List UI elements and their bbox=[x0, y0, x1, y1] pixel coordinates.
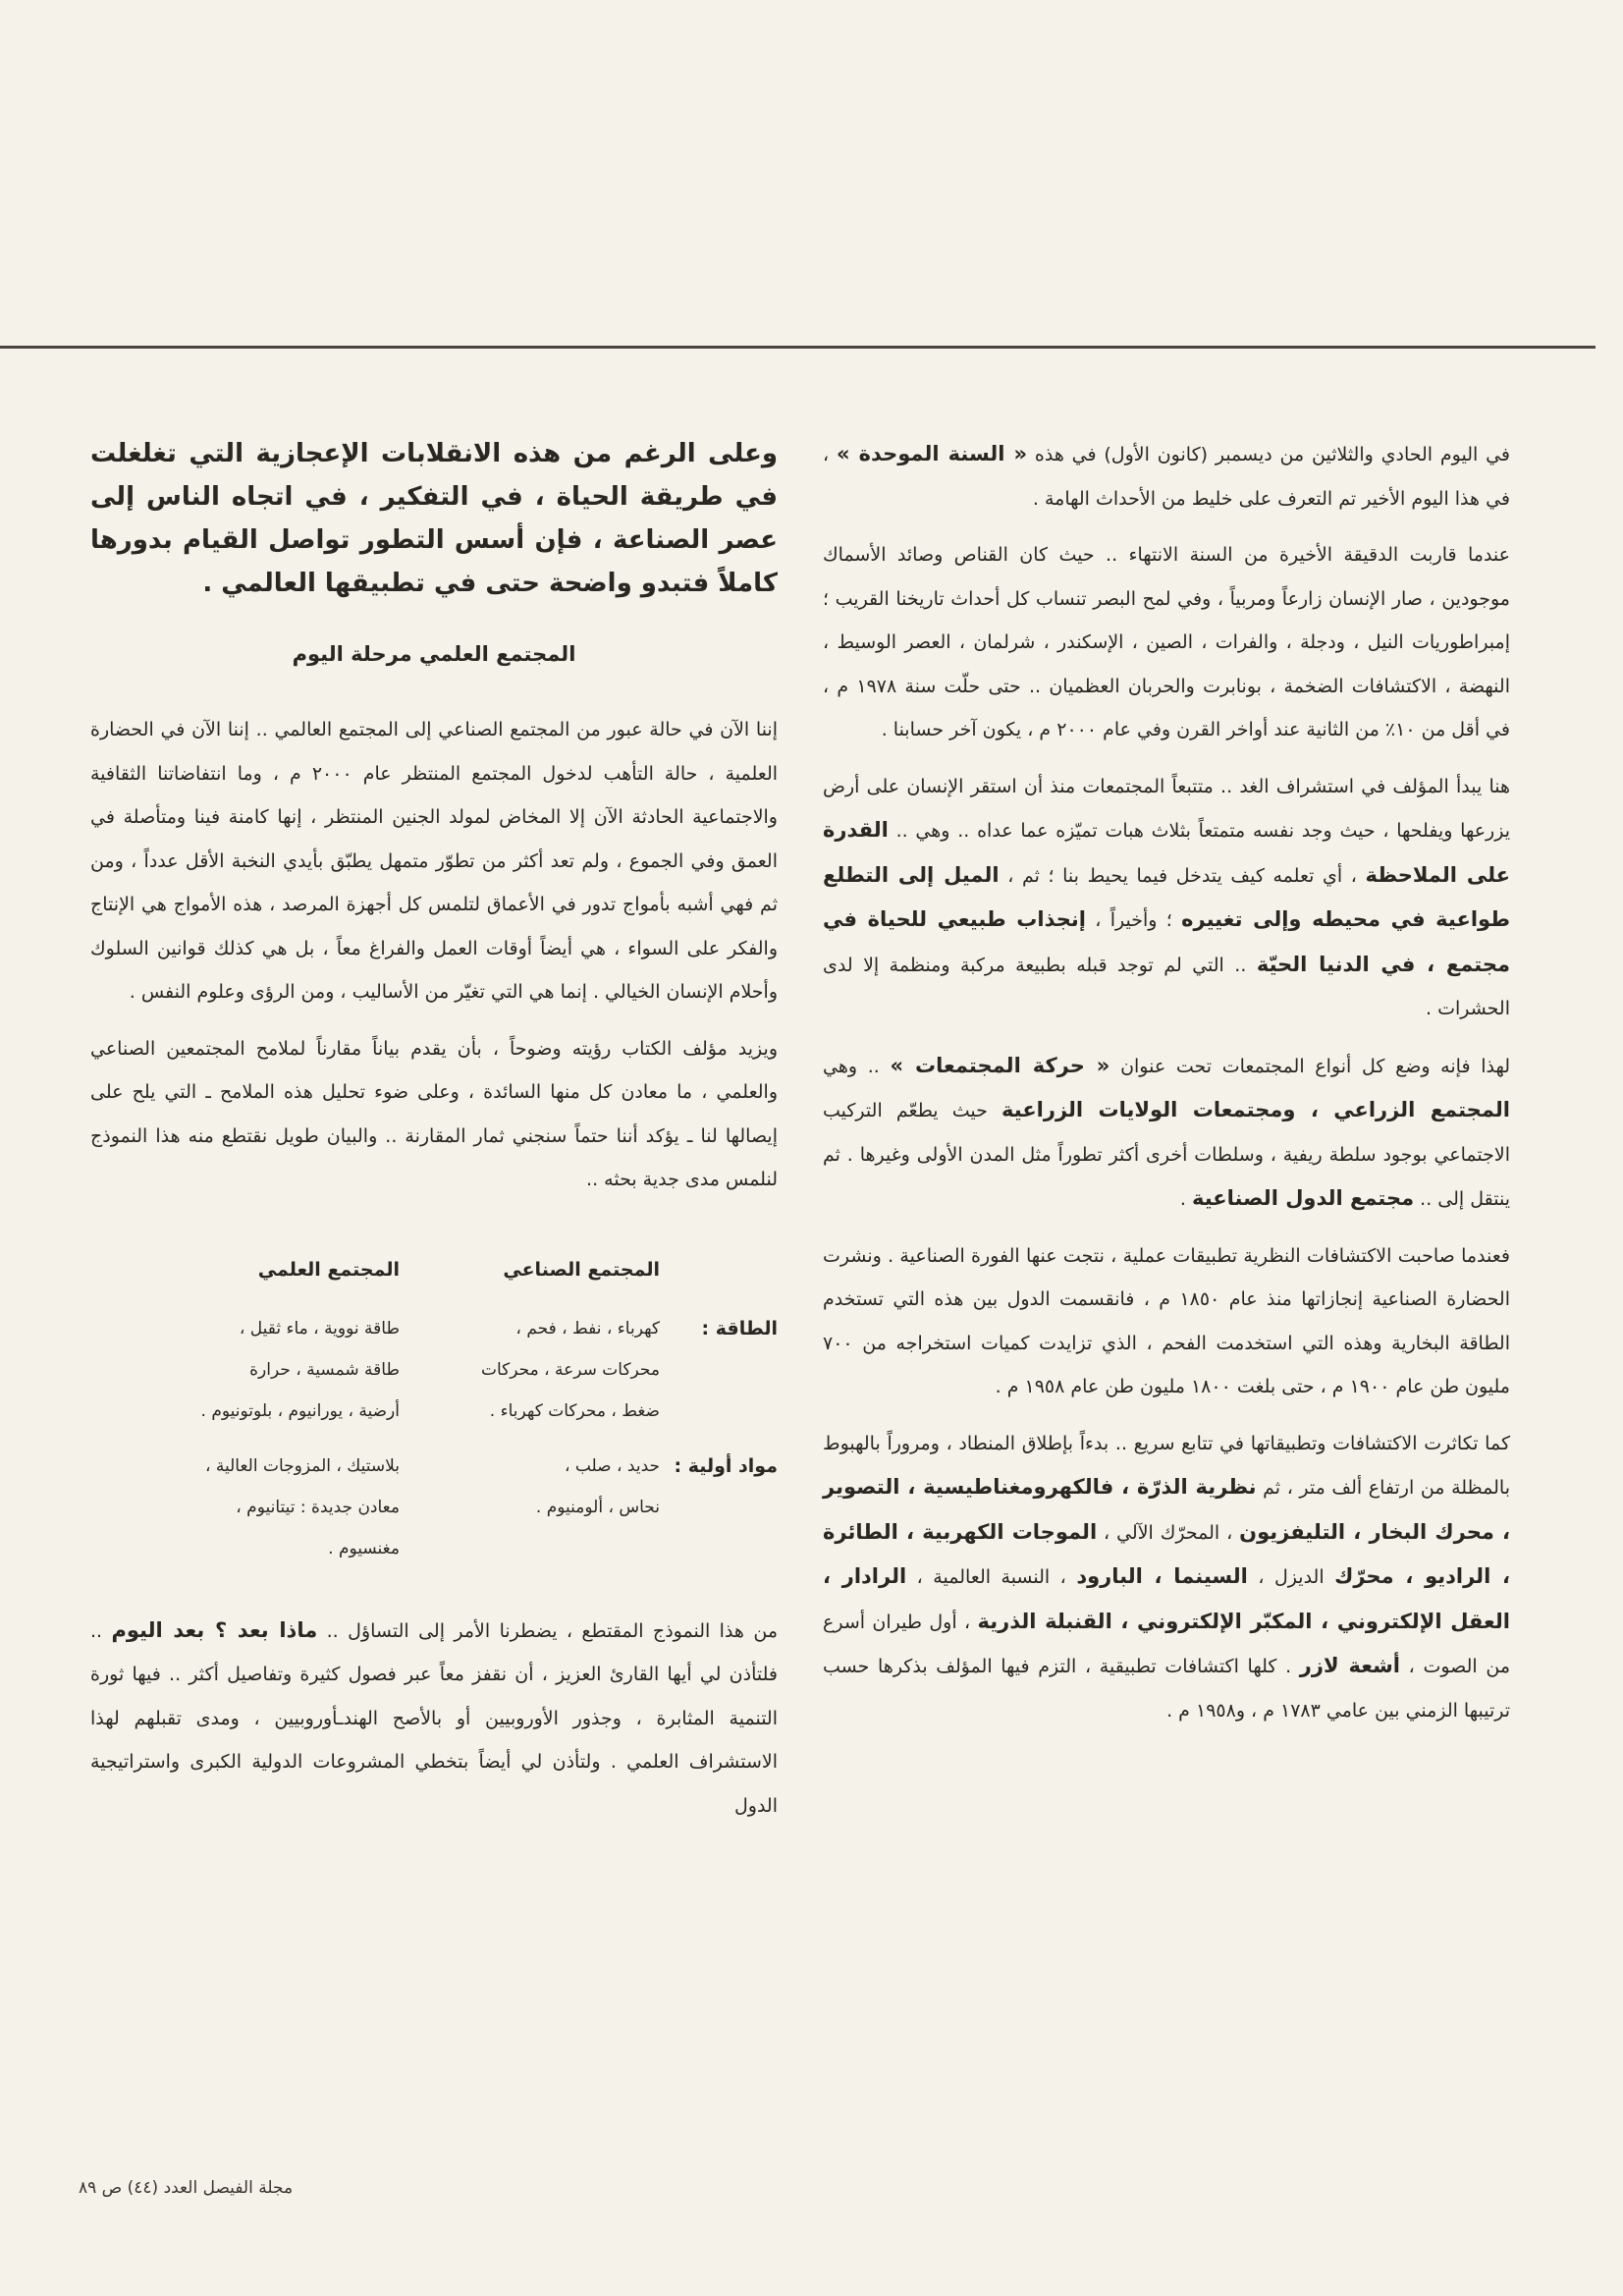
cell-line: ضغط ، محركات كهرباء . bbox=[489, 1400, 660, 1421]
industrial-cell bbox=[400, 1446, 660, 1569]
text-run: ؛ وأخيراً ، bbox=[1085, 909, 1182, 931]
header-scientific: المجتمع العلمي bbox=[257, 1258, 400, 1281]
header-rule bbox=[0, 346, 1596, 349]
cell-line: مغنسيوم . bbox=[328, 1538, 400, 1558]
bold-run: أشعة لازر bbox=[1299, 1654, 1400, 1677]
header-industrial: المجتمع الصناعي bbox=[503, 1258, 660, 1281]
bold-run: إنجذاب طبيعي للحياة في مجتمع ، في الدنيا الحيّة bbox=[823, 907, 1511, 976]
text-run: ، النسبة العالمية ، bbox=[906, 1566, 1077, 1588]
body-paragraph-2 bbox=[823, 533, 1510, 752]
bold-run: « حركة المجتمعات » bbox=[890, 1053, 1110, 1077]
text-run: الديزل ، bbox=[1247, 1566, 1335, 1588]
text-run: في اليوم الحادي والثلاثين من ديسمبر (كانون الأول) في هذه bbox=[1027, 444, 1510, 465]
body-paragraph-6 bbox=[823, 1422, 1510, 1733]
right-column bbox=[823, 432, 1510, 1745]
cell-line: أرضية ، يورانيوم ، بلوتونيوم . bbox=[200, 1400, 400, 1421]
bold-run: الموجات الكهربية ، الطائرة ، الراديو ، محرّك bbox=[823, 1519, 1511, 1588]
comparison-header-spacer bbox=[660, 1249, 778, 1290]
left-column bbox=[90, 432, 778, 1840]
text-run: .. وهي bbox=[823, 1055, 891, 1077]
cell-line: كهرباء ، نفط ، فحم ، bbox=[515, 1318, 660, 1339]
text-run: ، في هذا اليوم الأخير تم التعرف على خليط من الأحداث الهامة . bbox=[823, 444, 1510, 510]
bold-run: « السنة الموحدة » bbox=[836, 442, 1028, 465]
body-paragraph-5 bbox=[823, 1234, 1510, 1409]
body-paragraph-3 bbox=[823, 765, 1510, 1031]
row-label: مواد أولية : bbox=[674, 1454, 778, 1477]
comparison-header bbox=[90, 1249, 778, 1290]
text-run: من هذا النموذج المقتطع ، يضطرنا الأمر إلى التساؤل .. bbox=[317, 1619, 778, 1642]
body-paragraph-1 bbox=[823, 432, 1510, 520]
row-label: الطاقة : bbox=[701, 1317, 778, 1339]
comparison-row bbox=[90, 1308, 778, 1432]
cell-line: حديد ، صلب ، bbox=[564, 1455, 660, 1476]
text-run: . كلها اكتشافات تطبيقية ، التزم فيها المؤلف بذكرها حسب ترتيبها الزمني بين عامي ١٧٨٣ م ، و١٩٥٨ م . bbox=[823, 1656, 1510, 1722]
text-run: ، أي تعلمه كيف يتدخل فيما يحيط بنا ؛ ثم ، bbox=[999, 864, 1366, 887]
body-paragraph: ويزيد مؤلف الكتاب رؤيته وضوحاً ، بأن يقدم بياناً مقارناً لملامح المجتمعين الصناعي والعلمي ، ما معادن كل منها السائدة ، وعلى ضوء تحليل هذه الملامح ـ التي يلح على إيصالها لنا ـ يؤكد أننا حتماً سنجني ثمار المقارنة .. والبيان طويل نقتطع منه هذا النموذج لنلمس مدى جدية بحثه .. bbox=[90, 1037, 778, 1190]
bold-run: نظرية الذرّة ، فالكهرومغناطيسية ، التصوير ، محرك البخار ، التليفزيون bbox=[823, 1475, 1510, 1544]
cell-line: محركات سرعة ، محركات bbox=[480, 1359, 660, 1380]
scientific-cell bbox=[105, 1446, 400, 1569]
body-paragraph: إننا الآن في حالة عبور من المجتمع الصناعي إلى المجتمع العالمي .. إننا الآن في الحضارة العلمية ، حالة التأهب لدخول المجتمع المنتظر عام ٢٠٠٠ م ، وما انتفاضاتنا الثقافية والاجتماعية الحادثة الآن إلا المخاض لمولد الجنين المنتظر ، إنها كامنة فينا ومتأصلة في العمق وفي الجموع ، ولم تعد أكثر من تطوّر متمهل يطبّق بأيدي النخبة الأقل عدداً ، ومن ثم فهي أشبه بأمواج تدور في الأعماق لتلمس كل أجهزة المرصد ، هذه الأمواج هي الإنتاج والفكر على السواء ، هي أيضاً أوقات العمل والفراغ معاً ، بل هي كذلك قوانين السلوك وأحلام الإنسان الخيالي . إنما هي التي تغيّر من الأساليب ، ومن الرؤى وعلوم النفس . bbox=[90, 719, 779, 1003]
text-run: ، أول طيران أسرع من الصوت ، bbox=[823, 1611, 1511, 1677]
text-run: حيث يطعّم التركيب الاجتماعي بوجود سلطة ريفية ، وسلطات أخرى أكثر تطوراً مثل المدن الأولى وغيرها . ثم ينتقل إلى .. bbox=[823, 1100, 1510, 1210]
body-paragraph-4 bbox=[823, 1044, 1510, 1222]
page-footer: مجلة الفيصل العدد (٤٤) ص ٨٩ bbox=[79, 2178, 294, 2198]
text-run: .. فلتأذن لي أيها القارئ العزيز ، أن نقفز معاً عبر فصول كثيرة وتفاصيل أكثر .. فيها ثورة التنمية المثابرة ، وجذور الأوروبيين أو بالأصح الهندـأوروبيين ، ومدى تقبلهم لهذا الاستشراف العلمي . ولتأذن لي أيضاً بتخطي المشروعات الدولية الكبرى واستراتيجية الدول bbox=[90, 1619, 778, 1817]
comparison-table bbox=[90, 1249, 778, 1569]
cell-line: طاقة نووية ، ماء ثقيل ، bbox=[239, 1318, 400, 1339]
bold-run: القدرة على الملاحظة bbox=[823, 818, 1510, 887]
text-run: هنا يبدأ المؤلف في استشراف الغد .. متتبعاً المجتمعات منذ أن استقر الإنسان على أرض يزرعها ويفلحها ، حيث وجد نفسه متمتعاً بثلاث هبات تميّزه عما عداه .. وهي .. bbox=[823, 775, 1510, 842]
scientific-cell bbox=[105, 1308, 400, 1432]
text-run: ، المحرّك الآلي ، bbox=[1097, 1521, 1240, 1544]
section-heading: المجتمع العلمي مرحلة اليوم bbox=[292, 642, 576, 666]
text-run: عندما قاربت الدقيقة الأخيرة من السنة الانتهاء .. حيث كان القناص وصائد الأسماك موجودين ، صار الإنسان زارعاً ومربياً ، وفي لمح البصر تنساب كل أحداث تاريخنا القريب ؛ إمبراطوريات النيل ، ودجلة ، والفرات ، الصين ، الإسكندر ، شرلمان ، العصر الوسيط ، النهضة ، الاكتشافات الضخمة ، بونابرت والحربان العظميان .. حتى حلّت سنة ١٩٧٨ م ، في أقل من ١٠٪ من الثانية عند أواخر القرن وفي عام ٢٠٠٠ م ، يكون آخر حسابنا . bbox=[823, 544, 1510, 740]
text-run: . bbox=[1179, 1188, 1192, 1210]
bold-run: الرادار ، العقل الإلكتروني ، المكبّر الإلكتروني ، القنبلة الذرية bbox=[823, 1564, 1510, 1633]
bold-run: المجتمع الزراعي ، ومجتمعات الولايات الزراعية bbox=[1001, 1098, 1510, 1121]
cell-line: طاقة شمسية ، حرارة bbox=[249, 1359, 400, 1380]
closing-paragraph bbox=[90, 1609, 778, 1829]
row-gap bbox=[90, 1432, 778, 1446]
text-run: كما تكاثرت الاكتشافات وتطبيقاتها في تتابع سريع .. بدءاً بإطلاق المنطاد ، ومروراً بالهبوط بالمظلة من ارتفاع ألف متر ، ثم bbox=[823, 1432, 1510, 1499]
bold-run: الميل إلى التطلع طواعية في محيطه وإلى تغييره bbox=[823, 862, 1510, 931]
cell-line: بلاستيك ، المزوجات العالية ، bbox=[204, 1455, 400, 1476]
bold-run: ماذا بعد ؟ بعد اليوم bbox=[111, 1617, 318, 1642]
text-run: لهذا فإنه وضع كل أنواع المجتمعات تحت عنوان bbox=[1109, 1055, 1510, 1077]
lead-paragraph: وعلى الرغم من هذه الانقلابات الإعجازية التي تغلغلت في طريقة الحياة ، في التفكير ، في اتجاه الناس إلى عصر الصناعة ، فإن أسس التطور تواصل القيام بدورها كاملاً فتبدو واضحة حتى في تطبيقها العالمي . bbox=[90, 439, 778, 598]
text-run: فعندما صاحبت الاكتشافات النظرية تطبيقات عملية ، نتجت عنها الفورة الصناعية . ونشرت الحضارة الصناعية إنجازاتها منذ عام ١٨٥٠ م ، فانقسمت الدول بين هذه التي تستخدم الطاقة البخارية وهذه التي استخدمت الفحم ، الذي تزايدت كميات استخراجه من ٧٠٠ مليون طن عام ١٩٠٠ م ، حتى بلغت ١٨٠٠ مليون طن عام ١٩٥٨ م . bbox=[823, 1244, 1510, 1397]
comparison-row bbox=[90, 1446, 778, 1569]
cell-line: معادن جديدة : تيتانيوم ، bbox=[236, 1497, 400, 1517]
comparison-rows bbox=[90, 1308, 778, 1569]
text-run: .. التي لم توجد قبله بطبيعة مركبة ومنظمة إلا لدى الحشرات . bbox=[823, 954, 1510, 1019]
industrial-cell bbox=[400, 1308, 660, 1432]
cell-line: نحاس ، ألومنيوم . bbox=[535, 1497, 660, 1517]
bold-run: السينما ، البارود bbox=[1076, 1564, 1248, 1588]
bold-run: مجتمع الدول الصناعية bbox=[1192, 1186, 1415, 1210]
